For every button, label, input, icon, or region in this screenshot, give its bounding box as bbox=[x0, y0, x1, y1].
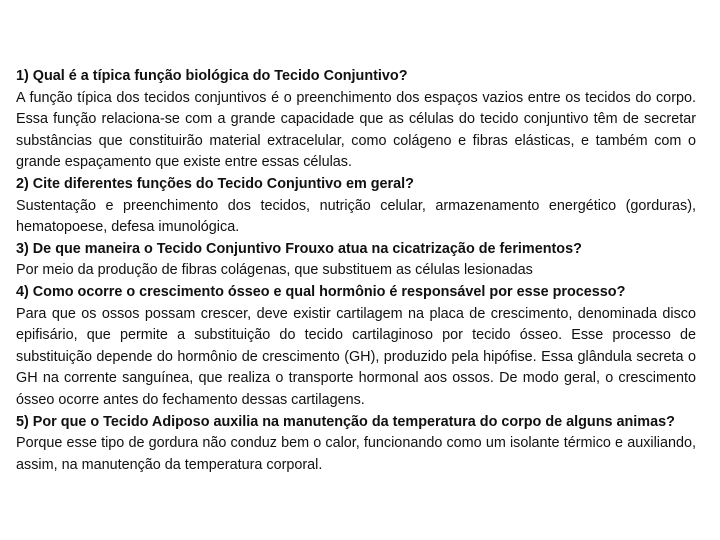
question-3: 3) De que maneira o Tecido Conjuntivo Frouxo atua na cicatrização de ferimentos? bbox=[16, 240, 582, 257]
answer-3: Por meio da produção de fibras colágenas, que substituem as células lesionadas bbox=[16, 262, 533, 279]
question-4: 4) Como ocorre o crescimento ósseo e qual hormônio é responsável por esse processo? bbox=[16, 283, 626, 300]
question-2: 2) Cite diferentes funções do Tecido Conjuntivo em geral? bbox=[16, 175, 414, 192]
document-body bbox=[16, 66, 696, 476]
qa-item-1 bbox=[16, 66, 696, 174]
question-5: 5) Por que o Tecido Adiposo auxilia na manutenção da temperatura do corpo de alguns animas? bbox=[16, 413, 675, 430]
qa-item-5 bbox=[16, 412, 696, 477]
answer-4: Para que os ossos possam crescer, deve existir cartilagem na placa de crescimento, denominada disco epifisário, que permite a substituição do tecido cartilaginoso por tecido ósseo. Esse processo de substituição depende do hormônio de crescimento (GH), produzido pela hipófise. Essa glândula secreta o GH na corrente sanguínea, que realiza o transporte hormonal aos ossos. De modo geral, o crescimento ósseo ocorre antes do fechamento dessas cartilagens. bbox=[16, 305, 696, 408]
qa-item-3 bbox=[16, 239, 696, 282]
qa-item-2 bbox=[16, 174, 696, 239]
answer-2: Sustentação e preenchimento dos tecidos, nutrição celular, armazenamento energético (gorduras), hematopoese, defesa imunológica. bbox=[16, 197, 696, 236]
qa-item-4 bbox=[16, 282, 696, 412]
answer-1: A função típica dos tecidos conjuntivos é o preenchimento dos espaços vazios entre os tecidos do corpo. Essa função relaciona-se com a grande capacidade que as células do tecido conjuntivo têm de secretar substâncias que constituirão material extracelular, como colágeno e fibras elásticas, e também com o grande espaçamento que existe entre essas células. bbox=[16, 89, 696, 171]
question-1: 1) Qual é a típica função biológica do Tecido Conjuntivo? bbox=[16, 68, 408, 84]
answer-5: Porque esse tipo de gordura não conduz bem o calor, funcionando como um isolante térmico e auxiliando, assim, na manutenção da temperatura corporal. bbox=[16, 435, 696, 473]
